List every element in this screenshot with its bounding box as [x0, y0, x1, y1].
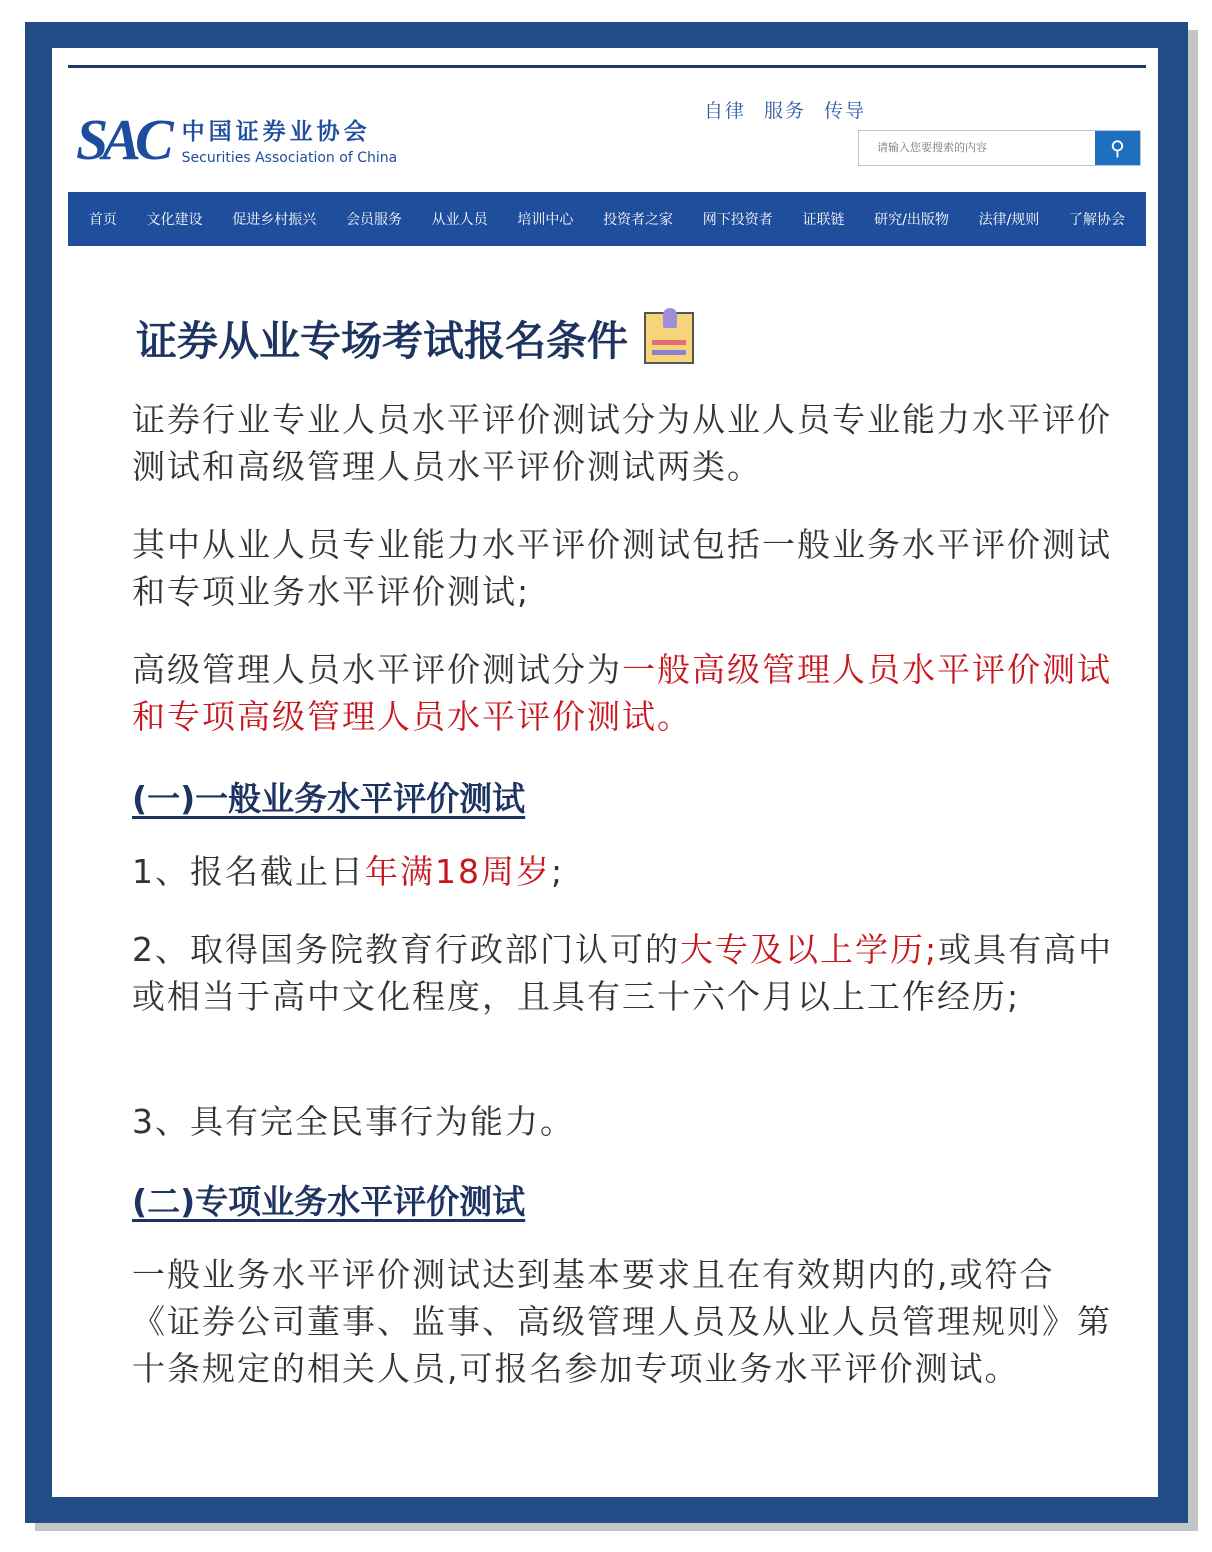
website-screenshot — [68, 65, 1146, 1475]
paragraph — [132, 646, 1122, 740]
section-heading: (一)一般业务水平评价测试 — [132, 779, 526, 818]
search-box — [858, 130, 1141, 166]
section-heading: (二)专项业务水平评价测试 — [132, 1182, 526, 1221]
nav-item[interactable]: 研究/出版物 — [874, 212, 949, 228]
logo-en: Securities Association of China — [181, 150, 398, 166]
slogan-item: 服务 — [764, 100, 807, 122]
search-input[interactable] — [859, 131, 1095, 165]
nav-item[interactable]: 网下投资者 — [702, 212, 773, 228]
slogan-item: 自律 — [704, 100, 747, 122]
frame-inner — [52, 48, 1158, 1497]
nav-item[interactable]: 投资者之家 — [603, 212, 674, 228]
logo-mark: SAC — [76, 107, 168, 172]
title-text: 证券从业专场考试报名条件 — [136, 317, 628, 365]
nav-item[interactable]: 促进乡村振兴 — [232, 212, 317, 228]
paragraph: 证券行业专业人员水平评价测试分为从业人员专业能力水平评价测试和高级管理人员水平评价测试两类。 — [132, 400, 1112, 486]
nav-item[interactable]: 了解协会 — [1069, 212, 1126, 228]
list-item — [132, 848, 1122, 895]
nav-item[interactable]: 从业人员 — [431, 212, 488, 228]
nav-item[interactable]: 培训中心 — [517, 212, 574, 228]
list-item — [132, 926, 1122, 1020]
text: 高级管理人员水平评价测试分为 — [132, 650, 622, 689]
text: ; — [551, 852, 565, 891]
article-title — [136, 308, 694, 367]
search-button[interactable] — [1095, 131, 1140, 165]
highlight-text: 大专及以上学历; — [680, 930, 939, 969]
nav-item[interactable]: 会员服务 — [345, 212, 402, 228]
nav-item[interactable]: 文化建设 — [146, 212, 203, 228]
page-frame — [25, 22, 1188, 1523]
text: 或具有高中或相当于高中文化程度，且具有三十六个月以上工作经历; — [132, 930, 1114, 1016]
main-nav — [68, 192, 1146, 246]
slogan-item: 传导 — [824, 100, 867, 122]
highlight-text: 年满18周岁 — [365, 852, 551, 891]
nav-item[interactable]: 首页 — [88, 212, 117, 228]
search-icon: ⚲ — [1110, 136, 1125, 160]
paragraph: 其中从业人员专业能力水平评价测试包括一般业务水平评价测试和专项业务水平评价测试; — [132, 525, 1112, 611]
text: 2、取得国务院教育行政部门认可的 — [132, 930, 680, 969]
text: 1、报名截止日 — [132, 852, 365, 891]
highlight-text: 一般高级管理人员水平评价测试和专项高级管理人员水平评价测试。 — [132, 650, 1112, 736]
sac-logo[interactable] — [76, 106, 397, 173]
list-item: 3、具有完全民事行为能力。 — [132, 1102, 575, 1141]
logo-cn: 中国证券业协会 — [181, 119, 371, 145]
nav-item[interactable]: 法律/规则 — [978, 212, 1040, 228]
bell-notice-icon — [644, 312, 694, 364]
slogan — [704, 96, 884, 123]
paragraph: 一般业务水平评价测试达到基本要求且在有效期内的,或符合《证券公司董事、监事、高级管理人员及从业人员管理规则》第十条规定的相关人员,可报名参加专项业务水平评价测试。 — [132, 1255, 1112, 1388]
nav-item[interactable]: 证联链 — [802, 212, 845, 228]
